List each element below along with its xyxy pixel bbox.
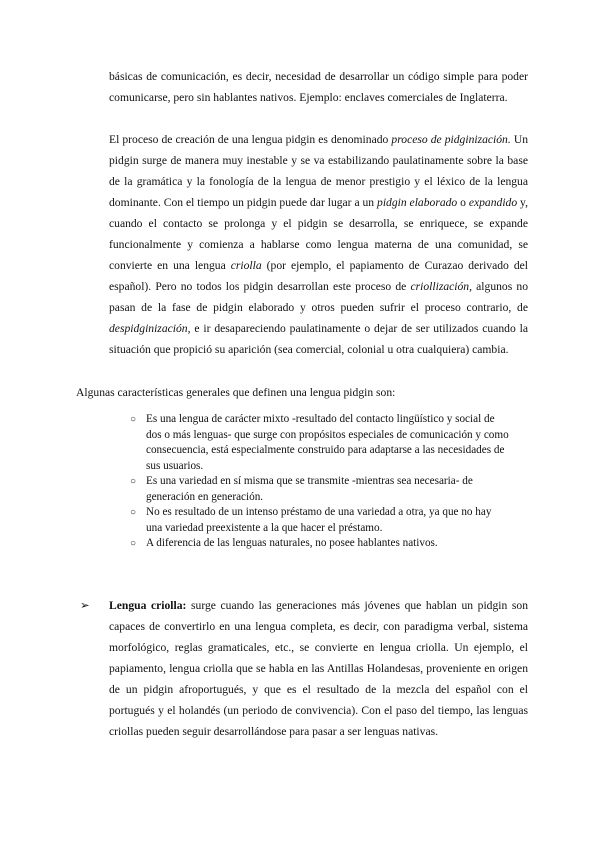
text-span: algunos no pasan de la fase de pidgin elaborado y otros pueden sufrir el proceso contrario, de (109, 280, 528, 314)
list-item (130, 412, 510, 474)
text-span: El proceso de creación de una lengua pidgin es denominado (109, 133, 392, 146)
circle-bullet-icon: ○ (130, 476, 137, 487)
list-item-text: Es una variedad en sí misma que se transmite -mientras sea necesaria- de generación en generación. (146, 475, 473, 503)
italic-term: criolla (230, 259, 262, 272)
italic-term: despidginización, (109, 322, 191, 335)
italic-term: proceso de pidginización. (391, 133, 511, 146)
circle-bullet-icon: ○ (130, 414, 137, 425)
text-span: (por ejemplo, el papiamento de Curazao derivado del español). Pero no todos los pidgin desarrollan este proceso de (109, 259, 528, 293)
criolla-term: Lengua criolla: (109, 599, 187, 612)
list-item (130, 505, 510, 536)
circle-bullet-icon: ○ (130, 507, 137, 518)
list-item-text: Es una lengua de carácter mixto -resultado del contacto lingüístico y social de dos o más lenguas- que surge con propósitos especiales de comunicación y como consecuencia, está especialmente construido para adaptarse a las necesidades de sus usuarios. (146, 413, 509, 472)
circle-bullet-icon: ○ (130, 538, 137, 549)
list-item (130, 474, 510, 505)
list-item-text: A diferencia de las lenguas naturales, no posee hablantes nativos. (146, 537, 438, 549)
list-item (130, 536, 510, 552)
text-span: o (457, 196, 469, 209)
paragraph-pidgin-continuation: básicas de comunicación, es decir, necesidad de desarrollar un código simple para poder comunicarse, pero sin hablantes nativos. Ejemplo: enclaves comerciales de Inglaterra. (109, 70, 528, 104)
criolla-section (80, 595, 528, 742)
paragraph-pidginization (109, 129, 528, 360)
arrow-bullet-icon: ➢ (80, 599, 90, 612)
text-span: e ir desapareciendo paulatinamente o dejar de ser utilizados cuando la situación que propició su aparición (sea comercial, colonial u otra cualquiera) cambia. (109, 322, 528, 356)
criolla-text: surge cuando las generaciones más jóvenes que hablan un pidgin son capaces de convertirlo en una lengua completa, es decir, con paradigma verbal, sistema morfológico, reglas gramaticales, etc., se convierte en lengua criolla. Un ejemplo, el papiamento, lengua criolla que se habla en las Antillas Holandesas, proveniente en origen de un pidgin afroportugués, y que es el resultado de la mezcla del español con el portugués y el holandés (un periodo de convivencia). Con el paso del tiempo, las lenguas criollas pueden seguir desarrollándose para pasar a ser lenguas nativas. (109, 599, 529, 738)
text-span: y, cuando el contacto se prolonga y el pidgin se desarrolla, se enriquece, se expande funcionalmente y comienza a hablarse como lengua materna de una comunidad, se convierte en una lengua (109, 196, 528, 272)
list-item-text: No es resultado de un intenso préstamo de una variedad a otra, ya que no hay una variedad preexistente a la que hacer el préstamo. (146, 506, 492, 534)
criolla-paragraph (109, 595, 528, 742)
characteristics-list (130, 412, 510, 552)
italic-term: pidgin elaborado (377, 196, 458, 209)
italic-term: expandido (468, 196, 518, 209)
characteristics-intro: Algunas características generales que definen una lengua pidgin son: (76, 386, 396, 399)
italic-term: criollización, (410, 280, 472, 293)
text-span: Un pidgin surge de manera muy inestable y se va estabilizando paulatinamente sobre la base de la gramática y la fonología de la lengua de menor prestigio y el léxico de la lengua dominante. Con el tiempo un pidgin puede dar lugar a un (109, 133, 528, 209)
